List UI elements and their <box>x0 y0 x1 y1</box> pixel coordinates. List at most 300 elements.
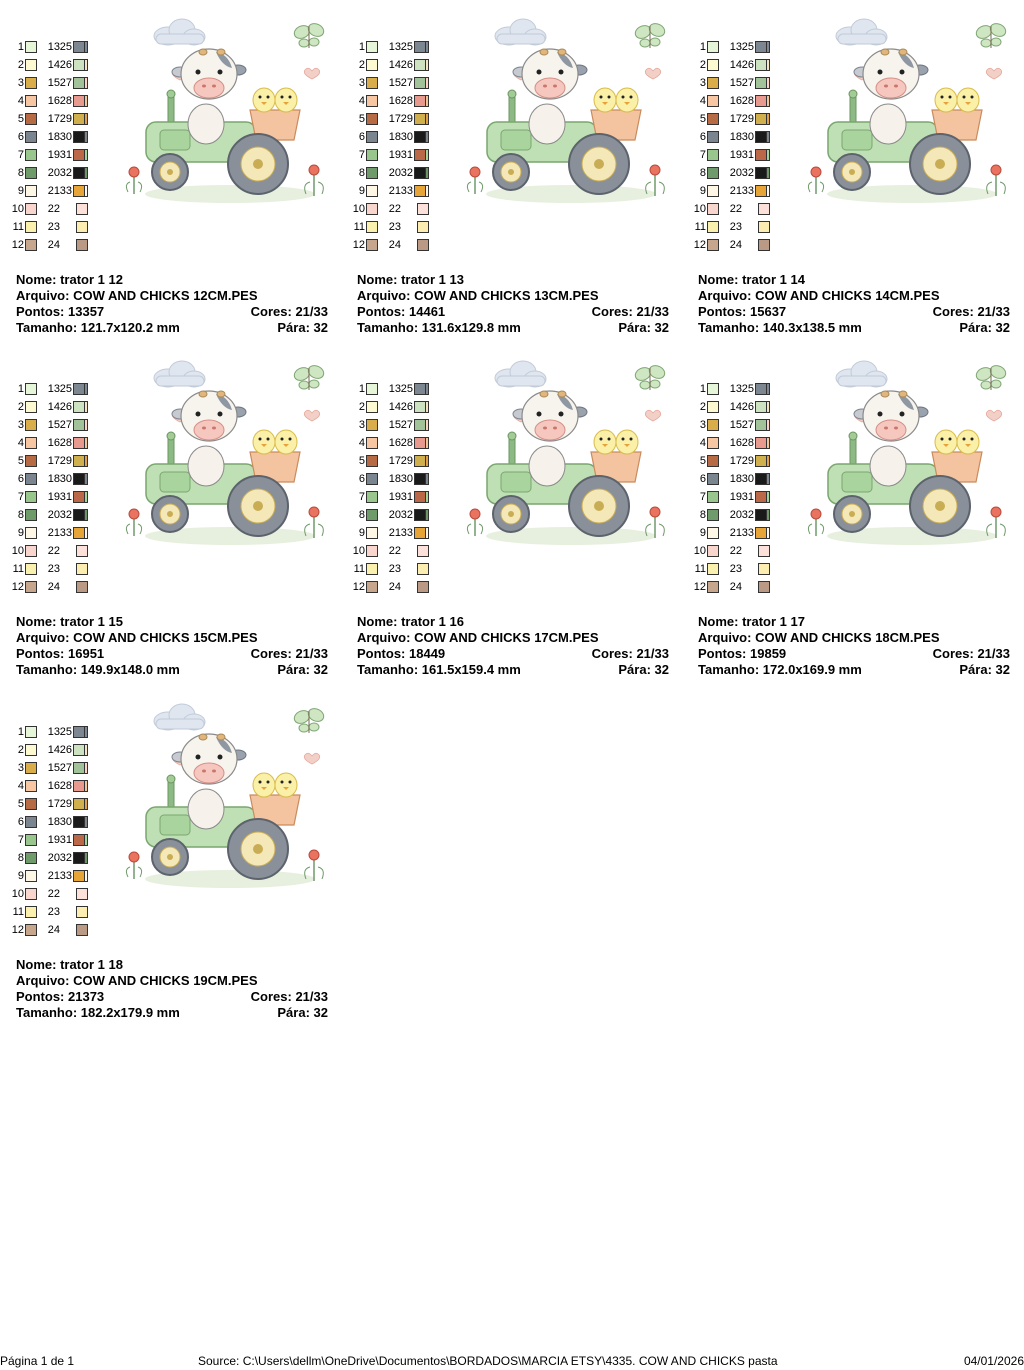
palette-number: 20 <box>47 852 60 864</box>
palette-number: 18 <box>47 473 60 485</box>
color-swatch <box>707 545 719 557</box>
palette-number: 10 <box>352 203 365 215</box>
chicks-basket <box>591 430 641 482</box>
info-pontos: Pontos: 19859 Cores: 21/33 <box>698 646 1010 661</box>
color-swatch <box>25 581 37 593</box>
palette-number: 19 <box>729 149 742 161</box>
color-swatch <box>366 149 378 161</box>
color-swatch <box>366 41 378 53</box>
palette-number: 12 <box>11 239 24 251</box>
color-swatch <box>707 221 719 233</box>
palette-number: 25 <box>59 41 72 53</box>
color-swatch <box>414 509 426 521</box>
palette-number: 16 <box>388 437 401 449</box>
palette-number: 17 <box>388 113 401 125</box>
palette-number: 26 <box>741 59 754 71</box>
color-swatch <box>76 203 88 215</box>
palette-number: 2 <box>17 59 24 71</box>
info-pontos: Pontos: 21373 Cores: 21/33 <box>16 989 328 1004</box>
color-swatch <box>755 455 767 467</box>
palette-number: 33 <box>741 527 754 539</box>
palette-number: 28 <box>59 780 72 792</box>
palette-number: 4 <box>17 95 24 107</box>
info-pontos: Pontos: 14461 Cores: 21/33 <box>357 304 669 319</box>
palette-number: 27 <box>400 419 413 431</box>
color-swatch <box>25 509 37 521</box>
color-swatch <box>73 780 85 792</box>
palette-number: 30 <box>741 131 754 143</box>
color-swatch <box>366 545 378 557</box>
color-swatch <box>417 581 429 593</box>
palette-number: 31 <box>741 149 754 161</box>
palette-number: 27 <box>59 419 72 431</box>
color-swatch <box>707 185 719 197</box>
palette-number: 10 <box>352 545 365 557</box>
palette-number: 4 <box>17 437 24 449</box>
design-info <box>16 957 328 1021</box>
palette-number: 31 <box>741 491 754 503</box>
color-swatch <box>73 473 85 485</box>
flower-icon <box>808 167 823 194</box>
color-swatch <box>73 41 85 53</box>
info-nome: Nome: trator 1 12 <box>16 272 123 287</box>
color-swatch <box>25 113 37 125</box>
palette-number: 29 <box>400 455 413 467</box>
chicks-basket <box>932 88 982 140</box>
color-swatch <box>73 185 85 197</box>
info-tamanho: Tamanho: 131.6x129.8 mm Pára: 32 <box>357 320 669 335</box>
palette-number: 14 <box>729 401 742 413</box>
color-swatch <box>25 239 37 251</box>
wheel-icon <box>569 134 629 194</box>
info-pontos: Pontos: 16951 Cores: 21/33 <box>16 646 328 661</box>
color-swatch <box>25 131 37 143</box>
color-swatch <box>25 203 37 215</box>
color-swatch <box>366 383 378 395</box>
color-swatch <box>414 149 426 161</box>
color-swatch <box>25 95 37 107</box>
palette-number: 8 <box>358 167 365 179</box>
color-swatch <box>73 509 85 521</box>
color-swatch <box>755 185 767 197</box>
palette-number: 11 <box>12 906 24 918</box>
design-info <box>16 614 328 678</box>
palette-number: 5 <box>358 455 365 467</box>
color-swatch <box>417 221 429 233</box>
palette-number: 2 <box>17 401 24 413</box>
color-swatch <box>755 419 767 431</box>
palette-number: 3 <box>699 77 706 89</box>
palette-number: 5 <box>17 113 24 125</box>
color-swatch <box>25 816 37 828</box>
palette-number: 6 <box>699 473 706 485</box>
palette-number: 7 <box>358 149 365 161</box>
info-arquivo: Arquivo: COW AND CHICKS 17CM.PES <box>357 630 599 645</box>
palette-number: 16 <box>47 437 60 449</box>
palette-number: 11 <box>12 563 24 575</box>
color-swatch <box>25 906 37 918</box>
info-pontos: Pontos: 18449 Cores: 21/33 <box>357 646 669 661</box>
palette-number: 2 <box>358 401 365 413</box>
color-swatch <box>25 744 37 756</box>
palette-number: 13 <box>729 383 742 395</box>
color-swatch <box>25 185 37 197</box>
color-swatch <box>25 924 37 936</box>
color-swatch <box>758 239 770 251</box>
info-pontos: Pontos: 13357 Cores: 21/33 <box>16 304 328 319</box>
chicks-basket <box>250 88 300 140</box>
palette-number: 33 <box>59 185 72 197</box>
palette-number: 22 <box>47 888 60 900</box>
color-swatch <box>755 131 767 143</box>
heart-icon <box>645 410 660 421</box>
palette-number: 33 <box>400 185 413 197</box>
palette-number: 32 <box>59 167 72 179</box>
cloud-icon <box>154 704 205 730</box>
color-swatch <box>414 41 426 53</box>
palette-number: 18 <box>729 131 742 143</box>
palette-number: 3 <box>358 419 365 431</box>
palette-number: 14 <box>47 401 60 413</box>
source-path: Source: C:\Users\dellm\OneDrive\Documentos\BORDADOS\MARCIA ETSY\4335. COW AND CHICKS pasta <box>198 1354 778 1368</box>
flower-icon <box>467 167 482 194</box>
palette-number: 23 <box>388 221 401 233</box>
chicks-basket <box>250 430 300 482</box>
color-swatch <box>758 545 770 557</box>
palette-number: 17 <box>729 113 742 125</box>
color-swatch <box>25 455 37 467</box>
palette-number: 15 <box>729 77 742 89</box>
color-swatch <box>755 167 767 179</box>
color-swatch <box>76 924 88 936</box>
palette-number: 3 <box>699 419 706 431</box>
palette-number: 8 <box>699 509 706 521</box>
info-arquivo: Arquivo: COW AND CHICKS 12CM.PES <box>16 288 258 303</box>
palette-number: 8 <box>17 509 24 521</box>
palette-number: 5 <box>699 455 706 467</box>
palette-number: 25 <box>59 726 72 738</box>
color-swatch <box>25 401 37 413</box>
info-nome: Nome: trator 1 16 <box>357 614 464 629</box>
info-cores: Cores: 21/33 <box>932 646 1010 661</box>
wheel-icon <box>152 839 188 875</box>
info-tamanho: Tamanho: 172.0x169.9 mm Pára: 32 <box>698 662 1010 677</box>
wheel-icon <box>228 134 288 194</box>
color-swatch <box>417 203 429 215</box>
palette-number: 18 <box>729 473 742 485</box>
color-swatch <box>73 527 85 539</box>
palette-number: 29 <box>59 798 72 810</box>
palette-number: 12 <box>11 924 24 936</box>
info-cores: Cores: 21/33 <box>250 304 328 319</box>
palette-number: 16 <box>47 95 60 107</box>
color-swatch <box>414 77 426 89</box>
color-swatch <box>758 221 770 233</box>
info-tamanho: Tamanho: 140.3x138.5 mm Pára: 32 <box>698 320 1010 335</box>
palette-number: 24 <box>47 239 60 251</box>
palette-number: 7 <box>358 491 365 503</box>
palette-number: 23 <box>47 221 60 233</box>
palette-number: 7 <box>17 149 24 161</box>
palette-number: 9 <box>17 870 24 882</box>
palette-number: 32 <box>741 167 754 179</box>
palette-number: 15 <box>388 77 401 89</box>
design-card <box>11 699 336 1020</box>
wheel-icon <box>152 154 188 190</box>
color-swatch <box>366 203 378 215</box>
palette-number: 15 <box>388 419 401 431</box>
color-swatch <box>73 167 85 179</box>
color-swatch <box>76 581 88 593</box>
color-swatch <box>25 77 37 89</box>
color-swatch <box>707 491 719 503</box>
design-info <box>357 614 669 678</box>
flower-icon <box>467 509 482 536</box>
palette-number: 22 <box>729 545 742 557</box>
palette-number: 1 <box>358 41 365 53</box>
palette-number: 1 <box>17 726 24 738</box>
heart-icon <box>304 753 319 764</box>
info-para: Pára: 32 <box>277 320 328 335</box>
chicks-basket <box>250 773 300 825</box>
palette-number: 13 <box>388 41 401 53</box>
chicks-basket <box>932 430 982 482</box>
palette-number: 20 <box>47 167 60 179</box>
color-swatch <box>25 780 37 792</box>
cloud-icon <box>836 361 887 387</box>
info-cores: Cores: 21/33 <box>250 646 328 661</box>
color-swatch <box>76 563 88 575</box>
palette-number: 22 <box>47 545 60 557</box>
butterfly-icon <box>292 21 326 48</box>
flower-icon <box>808 509 823 536</box>
palette-number: 31 <box>400 491 413 503</box>
palette-number: 14 <box>47 59 60 71</box>
print-date: 04/01/2026 <box>963 1354 1024 1368</box>
palette-number: 26 <box>741 401 754 413</box>
palette-number: 21 <box>388 185 401 197</box>
palette-number: 7 <box>17 834 24 846</box>
color-swatch <box>707 203 719 215</box>
info-pontos: Pontos: 15637 Cores: 21/33 <box>698 304 1010 319</box>
color-swatch <box>25 419 37 431</box>
butterfly-icon <box>633 363 667 390</box>
color-swatch <box>707 437 719 449</box>
palette-number: 30 <box>400 473 413 485</box>
color-swatch <box>25 383 37 395</box>
palette-number: 22 <box>729 203 742 215</box>
palette-number: 19 <box>388 149 401 161</box>
wheel-icon <box>493 154 529 190</box>
palette-number: 19 <box>388 491 401 503</box>
palette-number: 15 <box>729 419 742 431</box>
color-swatch <box>73 491 85 503</box>
palette-number: 16 <box>729 437 742 449</box>
palette-number: 22 <box>47 203 60 215</box>
palette-number: 26 <box>400 59 413 71</box>
heart-icon <box>986 410 1001 421</box>
wheel-icon <box>493 496 529 532</box>
palette-number: 27 <box>741 419 754 431</box>
color-swatch <box>73 437 85 449</box>
color-swatch <box>73 59 85 71</box>
palette-number: 6 <box>699 131 706 143</box>
color-swatch <box>366 455 378 467</box>
color-swatch <box>73 383 85 395</box>
palette-number: 12 <box>693 239 706 251</box>
palette-number: 28 <box>741 95 754 107</box>
palette-number: 5 <box>17 798 24 810</box>
palette-number: 25 <box>400 383 413 395</box>
design-card <box>693 14 1018 335</box>
color-swatch <box>758 581 770 593</box>
color-swatch <box>414 491 426 503</box>
color-swatch <box>707 581 719 593</box>
palette-number: 7 <box>17 491 24 503</box>
heart-icon <box>645 68 660 79</box>
color-swatch <box>73 870 85 882</box>
palette-number: 32 <box>400 167 413 179</box>
palette-number: 25 <box>400 41 413 53</box>
palette-number: 33 <box>59 870 72 882</box>
embroidery-preview <box>461 14 675 214</box>
palette-number: 16 <box>729 95 742 107</box>
info-para: Pára: 32 <box>959 320 1010 335</box>
color-swatch <box>73 149 85 161</box>
palette-number: 19 <box>47 834 60 846</box>
color-swatch <box>73 95 85 107</box>
color-swatch <box>25 870 37 882</box>
palette-number: 27 <box>741 77 754 89</box>
info-para: Pára: 32 <box>277 662 328 677</box>
info-para: Pára: 32 <box>959 662 1010 677</box>
color-swatch <box>707 473 719 485</box>
wheel-icon <box>910 476 970 536</box>
color-swatch <box>366 77 378 89</box>
palette-number: 12 <box>352 239 365 251</box>
palette-number: 16 <box>388 95 401 107</box>
palette-number: 7 <box>699 491 706 503</box>
design-card <box>11 14 336 335</box>
palette-number: 20 <box>729 509 742 521</box>
info-arquivo: Arquivo: COW AND CHICKS 13CM.PES <box>357 288 599 303</box>
color-swatch <box>707 59 719 71</box>
palette-number: 20 <box>388 167 401 179</box>
palette-number: 4 <box>17 780 24 792</box>
palette-number: 1 <box>358 383 365 395</box>
design-info <box>698 272 1010 336</box>
butterfly-icon <box>292 363 326 390</box>
palette-number: 24 <box>388 239 401 251</box>
color-swatch <box>707 131 719 143</box>
info-nome: Nome: trator 1 18 <box>16 957 123 972</box>
color-swatch <box>366 527 378 539</box>
palette-number: 10 <box>693 203 706 215</box>
palette-number: 6 <box>17 131 24 143</box>
palette-number: 14 <box>729 59 742 71</box>
design-card <box>352 14 677 335</box>
color-swatch <box>25 167 37 179</box>
cloud-icon <box>836 19 887 45</box>
cloud-icon <box>495 361 546 387</box>
color-swatch <box>25 834 37 846</box>
color-swatch <box>366 95 378 107</box>
info-tamanho: Tamanho: 149.9x148.0 mm Pára: 32 <box>16 662 328 677</box>
info-arquivo: Arquivo: COW AND CHICKS 18CM.PES <box>698 630 940 645</box>
color-swatch <box>755 491 767 503</box>
palette-number: 26 <box>59 59 72 71</box>
color-swatch <box>755 437 767 449</box>
palette-number: 19 <box>47 491 60 503</box>
palette-number: 28 <box>741 437 754 449</box>
palette-number: 1 <box>17 383 24 395</box>
palette-number: 17 <box>729 455 742 467</box>
color-swatch <box>366 131 378 143</box>
palette-number: 27 <box>59 77 72 89</box>
palette-number: 30 <box>741 473 754 485</box>
palette-number: 25 <box>59 383 72 395</box>
color-swatch <box>707 455 719 467</box>
info-tamanho: Tamanho: 161.5x159.4 mm Pára: 32 <box>357 662 669 677</box>
color-swatch <box>366 185 378 197</box>
palette-number: 13 <box>47 383 60 395</box>
palette-number: 17 <box>47 113 60 125</box>
color-swatch <box>25 149 37 161</box>
design-info <box>698 614 1010 678</box>
color-swatch <box>25 491 37 503</box>
color-swatch <box>707 95 719 107</box>
palette-number: 33 <box>59 527 72 539</box>
palette-number: 23 <box>388 563 401 575</box>
heart-icon <box>304 410 319 421</box>
palette-number: 9 <box>17 527 24 539</box>
color-swatch <box>414 185 426 197</box>
palette-number: 24 <box>388 581 401 593</box>
color-swatch <box>73 455 85 467</box>
palette-number: 1 <box>699 383 706 395</box>
palette-number: 20 <box>388 509 401 521</box>
color-swatch <box>707 383 719 395</box>
palette-number: 22 <box>388 203 401 215</box>
info-para: Pára: 32 <box>618 662 669 677</box>
palette-number: 8 <box>699 167 706 179</box>
palette-number: 24 <box>47 924 60 936</box>
chicks-basket <box>591 88 641 140</box>
palette-number: 20 <box>729 167 742 179</box>
palette-number: 23 <box>47 563 60 575</box>
palette-number: 6 <box>358 131 365 143</box>
palette-number: 13 <box>47 41 60 53</box>
palette-number: 18 <box>47 131 60 143</box>
color-swatch <box>707 527 719 539</box>
palette-number: 25 <box>741 383 754 395</box>
palette-number: 16 <box>47 780 60 792</box>
embroidery-preview <box>120 356 334 556</box>
color-swatch <box>76 221 88 233</box>
palette-number: 28 <box>400 437 413 449</box>
design-card <box>693 356 1018 677</box>
info-arquivo: Arquivo: COW AND CHICKS 19CM.PES <box>16 973 258 988</box>
color-swatch <box>366 59 378 71</box>
color-swatch <box>25 527 37 539</box>
butterfly-icon <box>292 706 326 733</box>
info-tamanho: Tamanho: 182.2x179.9 mm Pára: 32 <box>16 1005 328 1020</box>
palette-number: 18 <box>388 473 401 485</box>
color-swatch <box>25 59 37 71</box>
color-swatch <box>73 762 85 774</box>
palette-number: 33 <box>741 185 754 197</box>
palette-number: 18 <box>388 131 401 143</box>
